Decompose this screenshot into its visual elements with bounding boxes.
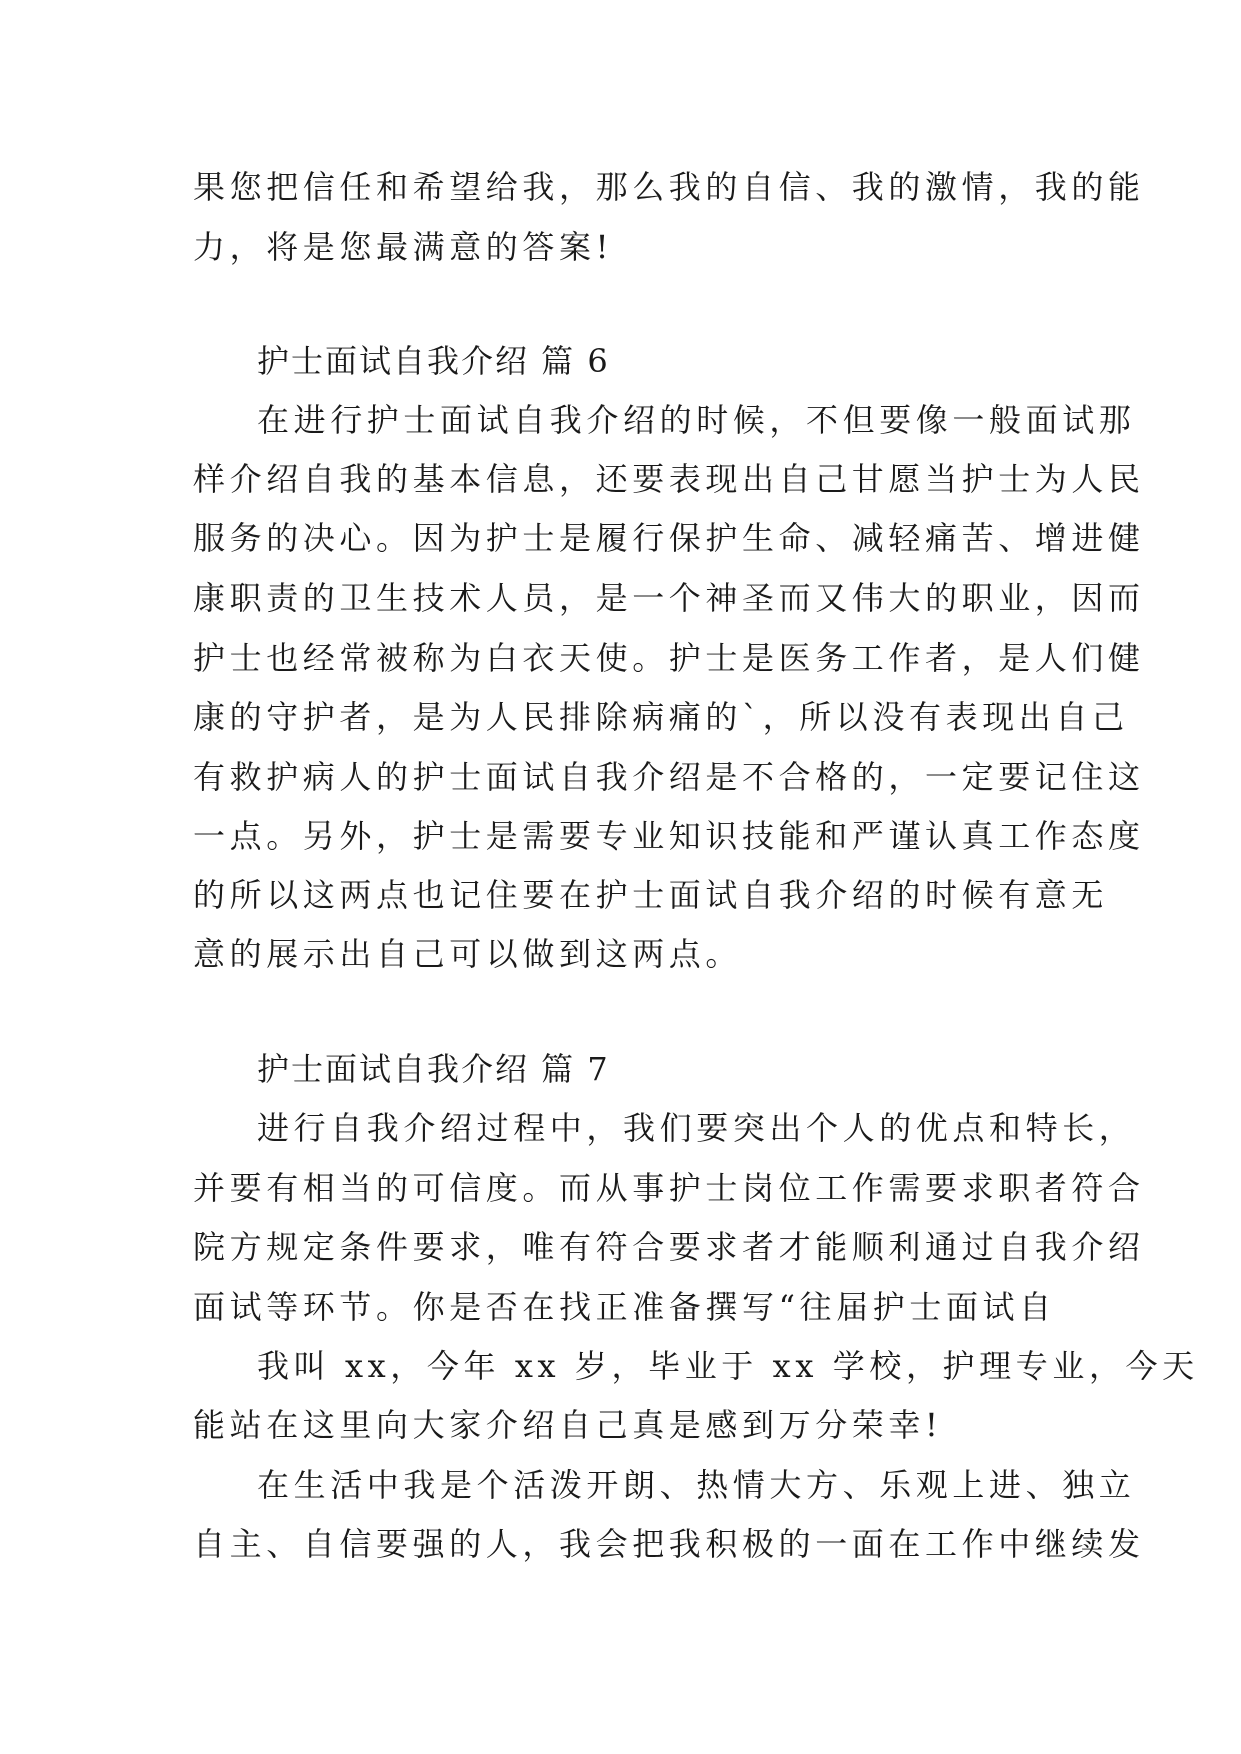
body-text-line: 样介绍自我的基本信息，还要表现出自己甘愿当护士为人民 <box>193 460 1145 498</box>
body-text-line: 力，将是您最满意的答案! <box>193 228 614 266</box>
body-text-line: 在生活中我是个活泼开朗、热情大方、乐观上进、独立 <box>257 1466 1136 1504</box>
body-text-line: 服务的决心。因为护士是履行保护生命、减轻痛苦、增进健 <box>193 519 1145 557</box>
body-text-line: 并要有相当的可信度。而从事护士岗位工作需要求职者符合 <box>193 1169 1145 1207</box>
body-text-line: 康职责的卫生技术人员，是一个神圣而又伟大的职业，因而 <box>193 579 1145 617</box>
body-text-line: 有救护病人的护士面试自我介绍是不合格的，一定要记住这 <box>193 758 1145 796</box>
body-text-line: 果您把信任和希望给我，那么我的自信、我的激情，我的能 <box>193 168 1145 206</box>
body-text-line: 在进行护士面试自我介绍的时候，不但要像一般面试那 <box>257 401 1136 439</box>
body-text-line: 康的守护者，是为人民排除病痛的`，所以没有表现出自己 <box>193 698 1129 736</box>
body-text-line: 院方规定条件要求，唯有符合要求者才能顺利通过自我介绍 <box>193 1228 1145 1266</box>
body-text-line: 自主、自信要强的人，我会把我积极的一面在工作中继续发 <box>193 1525 1145 1563</box>
body-text-line: 的所以这两点也记住要在护士面试自我介绍的时候有意无 <box>193 876 1109 914</box>
body-text-line: 我叫 xx，今年 xx 岁，毕业于 xx 学校，护理专业，今天 <box>257 1347 1199 1385</box>
body-text-line: 能站在这里向大家介绍自己真是感到万分荣幸! <box>193 1406 943 1444</box>
section-heading-6: 护士面试自我介绍 篇 6 <box>257 342 610 380</box>
body-text-line: 意的展示出自己可以做到这两点。 <box>193 935 743 973</box>
section-heading-7: 护士面试自我介绍 篇 7 <box>257 1050 610 1088</box>
body-text-line: 一点。另外，护士是需要专业知识技能和严谨认真工作态度 <box>193 817 1145 855</box>
body-text-line: 进行自我介绍过程中，我们要突出个人的优点和特长， <box>257 1109 1136 1147</box>
body-text-line: 护士也经常被称为白衣天使。护士是医务工作者，是人们健 <box>193 639 1145 677</box>
body-text-line: 面试等环节。你是否在找正准备撰写“往届护士面试自 <box>193 1288 1056 1326</box>
